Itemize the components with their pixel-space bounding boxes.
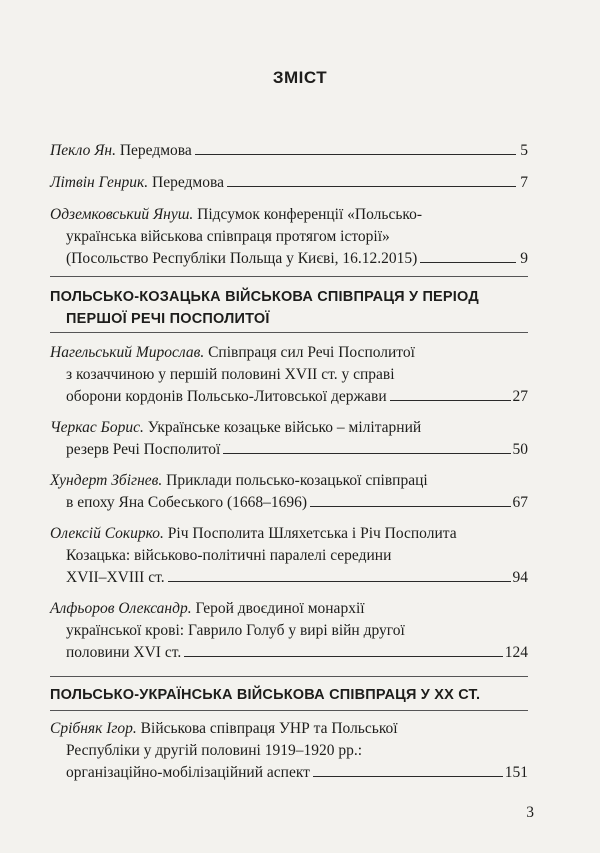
section-heading <box>50 286 530 330</box>
entry-page: 9 <box>520 250 528 267</box>
entry-author: Пекло Ян. <box>50 142 116 159</box>
section-divider <box>50 676 528 677</box>
toc-entry <box>50 204 528 270</box>
entry-author: Хундерт Збігнев. <box>50 472 163 489</box>
leader-line <box>195 154 516 155</box>
entry-author: Алфьоров Олександр. <box>50 600 192 617</box>
entry-title: в епоху Яна Собеського (1668–1696) <box>66 494 308 511</box>
leader-line <box>184 656 503 657</box>
entry-title: XVII–XVIII ст. <box>66 569 165 586</box>
toc-entry <box>50 598 528 664</box>
entry-title: Козацька: військово-політичні паралелі середини <box>66 547 392 564</box>
toc-entry <box>50 718 528 784</box>
page-title: ЗМІСТ <box>272 68 328 87</box>
entry-page: 7 <box>520 174 528 191</box>
entry-page: 5 <box>520 142 528 159</box>
toc-entry <box>50 172 528 194</box>
entry-page: 50 <box>512 441 528 458</box>
entry-title: резерв Речі Посполитої <box>66 441 221 458</box>
entry-page: 124 <box>504 644 528 661</box>
leader-line <box>223 453 510 454</box>
toc-entry <box>50 523 528 589</box>
entry-author: Черкас Борис. <box>50 419 144 436</box>
section-divider <box>50 710 528 711</box>
entry-page: 27 <box>512 388 528 405</box>
entry-title: Військова співпраця УНР та Польської <box>140 720 398 737</box>
entry-title: половини XVI ст. <box>66 644 182 661</box>
entry-title: Приклади польсько-козацької співпраці <box>166 472 428 489</box>
entry-author: Срібняк Ігор. <box>50 720 137 737</box>
page-number: 3 <box>526 804 534 821</box>
section-heading-line: ПОЛЬСЬКО-КОЗАЦЬКА ВІЙСЬКОВА СПІВПРАЦЯ У ПЕРІОД <box>50 289 479 305</box>
toc-entry <box>50 417 528 461</box>
entry-title: оборони кордонів Польсько-Литовської держави <box>66 388 387 405</box>
entry-title: (Посольство Республіки Польща у Києві, 16.12.2015) <box>66 250 418 267</box>
entry-author: Літвін Генрик. <box>50 174 149 191</box>
entry-author: Одземковський Януш. <box>50 206 194 223</box>
leader-line <box>390 400 511 401</box>
leader-line <box>227 186 516 187</box>
entry-page: 94 <box>512 569 528 586</box>
entry-page: 151 <box>504 764 528 781</box>
entry-title: Українське козацьке військо – мілітарний <box>147 419 422 436</box>
section-heading <box>50 684 530 706</box>
toc-entry <box>50 342 528 408</box>
leader-line <box>313 776 503 777</box>
toc-entry <box>50 140 528 162</box>
entry-title: Передмова <box>152 174 224 191</box>
entry-title: Співпраця сил Речі Посполитої <box>208 344 415 361</box>
entry-title: Герой двоєдиної монархії <box>195 600 365 617</box>
section-heading-line: ПОЛЬСЬКО-УКРАЇНСЬКА ВІЙСЬКОВА СПІВПРАЦЯ У ХХ СТ. <box>50 687 481 703</box>
entry-author: Олексій Сокирко. <box>50 525 164 542</box>
entry-title: української крові: Гаврило Голуб у вирі війн другої <box>66 622 405 639</box>
entry-title: українська військова співпраця протягом історії» <box>66 228 390 245</box>
section-divider <box>50 332 528 333</box>
section-heading-line: ПЕРШОЇ РЕЧІ ПОСПОЛИТОЇ <box>66 311 270 327</box>
toc-entry <box>50 470 528 514</box>
entry-title: Передмова <box>119 142 192 159</box>
section-divider <box>50 276 528 277</box>
entry-title: з козаччиною у першій половині XVII ст. у справі <box>66 366 395 383</box>
entry-title: Підсумок конференції «Польсько- <box>197 206 423 223</box>
entry-page: 67 <box>512 494 528 511</box>
entry-title: Республіки у другій половині 1919–1920 рр.: <box>66 742 363 759</box>
entry-author: Нагельський Мирослав. <box>50 344 205 361</box>
leader-line <box>420 262 516 263</box>
leader-line <box>168 581 511 582</box>
leader-line <box>310 506 510 507</box>
entry-title: організаційно-мобілізаційний аспект <box>66 764 310 781</box>
entry-title: Річ Посполита Шляхетська і Річ Посполита <box>167 525 457 542</box>
